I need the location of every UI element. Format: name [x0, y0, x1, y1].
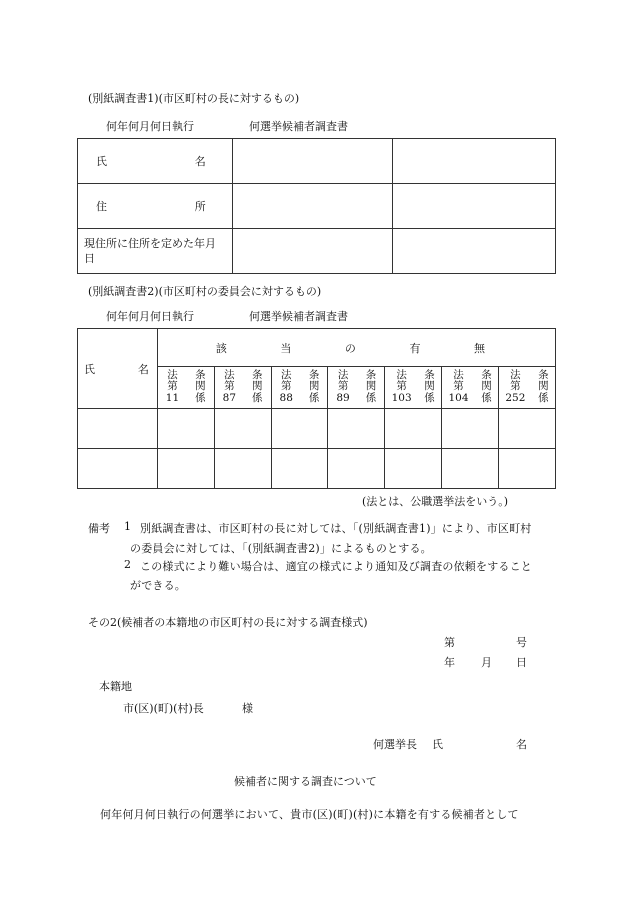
entry-cell[interactable] — [157, 449, 214, 489]
entry-cell[interactable] — [393, 184, 556, 229]
header-char: 無 — [474, 341, 485, 355]
entry-cell[interactable] — [214, 409, 271, 449]
law-header-char: 条 — [365, 368, 377, 381]
entry-cell[interactable] — [385, 449, 442, 489]
header-char: 有 — [409, 341, 421, 355]
remark2-line1: この様式により難い場合は、適宜の様式により通知及び調査の依頼をすること — [140, 560, 532, 573]
date-day: 日 — [516, 656, 527, 669]
form1-table — [77, 138, 556, 274]
law-header-column — [538, 370, 549, 405]
law-header-char: 係 — [538, 391, 549, 404]
addressee-place: 本籍地 — [99, 680, 132, 693]
law-header-char: 法 — [510, 368, 521, 381]
sender-name-left: 氏 — [432, 738, 443, 751]
law-header-char: 104 — [448, 391, 469, 404]
law-column-header — [499, 367, 556, 409]
law-header-char: 係 — [308, 391, 320, 404]
remarks-label: 備考 — [88, 522, 110, 535]
law-header-char: 条 — [252, 368, 263, 381]
law-column-header — [442, 367, 499, 409]
header-char: 該 — [215, 341, 227, 355]
law-header-char: 条 — [424, 368, 435, 381]
entry-cell[interactable] — [157, 409, 214, 449]
law-header-column — [366, 370, 377, 405]
entry-cell[interactable] — [442, 409, 499, 449]
name-label-right: 名 — [137, 362, 149, 376]
form1-form-title: 何選挙候補者調査書 — [249, 120, 348, 133]
law-header-column — [424, 370, 435, 405]
form1-election-date: 何年何月何日執行 — [106, 120, 194, 133]
table-row — [78, 449, 556, 489]
law-header-char: 87 — [222, 391, 237, 404]
law-column-header — [214, 367, 271, 409]
remark2-line2: ができる。 — [130, 579, 186, 592]
law-header-char: 法 — [167, 368, 178, 381]
law-header-column — [392, 370, 412, 405]
law-header-column — [223, 370, 236, 405]
law-header-char: 89 — [336, 391, 350, 404]
sender-name-right: 名 — [516, 738, 527, 751]
residence-date-label: 現住所に住所を定めた年月日 — [84, 237, 216, 265]
law-header-char: 関 — [195, 380, 206, 392]
law-header-char: 法 — [280, 368, 292, 381]
residence-date-label-cell — [78, 229, 233, 274]
entry-cell[interactable] — [393, 139, 556, 184]
law-header-column — [505, 370, 525, 405]
sender-title: 何選挙長 — [373, 738, 417, 751]
address-label-right: 所 — [194, 200, 206, 213]
table-row — [78, 139, 556, 184]
entry-cell[interactable] — [232, 229, 393, 274]
entry-cell[interactable] — [442, 449, 499, 489]
entry-cell[interactable] — [271, 449, 328, 489]
form2-heading: (別紙調査書2)(市区町村の委員会に対するもの) — [88, 285, 322, 298]
header-char: 当 — [280, 341, 292, 355]
entry-cell[interactable] — [499, 409, 556, 449]
law-column-header — [157, 367, 214, 409]
law-header-char: 88 — [279, 391, 293, 404]
entry-cell[interactable] — [499, 449, 556, 489]
date-month: 月 — [481, 656, 492, 669]
law-header-char: 第 — [167, 380, 178, 392]
entry-cell[interactable] — [78, 449, 158, 489]
form2-form-title: 何選挙候補者調査書 — [249, 310, 348, 323]
law-header-char: 第 — [453, 380, 464, 392]
entry-cell[interactable] — [232, 139, 393, 184]
law-header-column — [448, 370, 468, 405]
law-header-char: 11 — [165, 391, 180, 404]
name-label-left: 氏 — [96, 155, 107, 168]
name-label-cell — [78, 329, 158, 409]
entry-cell[interactable] — [232, 184, 393, 229]
law-header-char: 252 — [505, 391, 526, 404]
table-row — [78, 184, 556, 229]
entry-cell[interactable] — [328, 449, 385, 489]
remark1-number: 1 — [124, 520, 131, 533]
entry-cell[interactable] — [393, 229, 556, 274]
law-header-char: 係 — [195, 391, 206, 404]
law-header-char: 関 — [308, 380, 320, 392]
law-header-char: 法 — [337, 368, 349, 381]
law-column-header — [385, 367, 442, 409]
remark1-line1: 別紙調査書は、市区町村の長に対しては、「(別紙調査書1)」により、市区町村 — [140, 522, 532, 535]
law-header-char: 係 — [424, 391, 435, 404]
law-header-char: 条 — [481, 368, 492, 381]
form2-footnote: (法とは、公職選挙法をいう。) — [362, 495, 509, 508]
form1-heading: (別紙調査書1)(市区町村の長に対するもの) — [88, 92, 300, 105]
name-label-cell — [78, 139, 233, 184]
address-label-cell — [78, 184, 233, 229]
form2-election-date: 何年何月何日執行 — [106, 310, 194, 323]
letter-heading: その2(候補者の本籍地の市区町村の長に対する調査様式) — [88, 616, 368, 629]
form2-table — [77, 328, 556, 489]
law-header-char: 103 — [391, 391, 412, 404]
law-header-char: 関 — [424, 380, 435, 392]
table-row — [78, 229, 556, 274]
law-header-char: 関 — [365, 380, 377, 392]
law-header-char: 第 — [280, 380, 292, 392]
letter-body-line1: 何年何月何日執行の何選挙において、貴市(区)(町)(村)に本籍を有する候補者として — [100, 808, 519, 821]
law-header-char: 条 — [308, 368, 320, 381]
table-row — [78, 409, 556, 449]
law-header-char: 関 — [538, 380, 549, 392]
entry-cell[interactable] — [214, 449, 271, 489]
entry-cell[interactable] — [328, 409, 385, 449]
law-header-char: 法 — [224, 368, 235, 381]
name-label-right: 名 — [194, 155, 206, 168]
letter-subject: 候補者に関する調査について — [234, 775, 377, 788]
entry-cell[interactable] — [78, 409, 158, 449]
remark1-line2: の委員会に対しては、「(別紙調査書2)」によるものとする。 — [130, 542, 432, 555]
law-header-char: 第 — [224, 380, 235, 392]
header-char: の — [344, 341, 356, 355]
name-label-left: 氏 — [84, 362, 95, 376]
law-header-char: 法 — [396, 368, 407, 381]
law-header-char: 第 — [510, 380, 521, 392]
entry-cell[interactable] — [385, 409, 442, 449]
applicability-header — [157, 329, 555, 367]
law-column-header — [271, 367, 328, 409]
law-header-column — [309, 370, 320, 405]
law-header-char: 第 — [337, 380, 349, 392]
law-header-char: 係 — [481, 391, 492, 404]
remark2-number: 2 — [124, 558, 131, 571]
law-header-column — [252, 370, 263, 405]
law-column-header — [328, 367, 385, 409]
document-number-suffix: 号 — [516, 636, 527, 649]
law-header-column — [166, 370, 179, 405]
law-header-column — [280, 370, 293, 405]
date-year: 年 — [444, 656, 455, 669]
law-header-column — [195, 370, 206, 405]
law-header-column — [336, 370, 349, 405]
law-header-char: 条 — [538, 368, 549, 381]
law-header-char: 第 — [396, 380, 407, 392]
address-label-left: 住 — [96, 200, 107, 213]
addressee-title: 市(区)(町)(村)長 — [123, 702, 204, 715]
law-header-char: 係 — [365, 391, 377, 404]
law-header-char: 関 — [481, 380, 492, 392]
document-number-label: 第 — [444, 636, 455, 649]
table-row — [78, 329, 556, 367]
entry-cell[interactable] — [271, 409, 328, 449]
addressee-honorific: 様 — [242, 702, 253, 715]
law-header-char: 条 — [195, 368, 206, 381]
law-header-char: 法 — [453, 368, 464, 381]
law-header-column — [481, 370, 492, 405]
law-header-char: 関 — [252, 380, 263, 392]
law-header-char: 係 — [252, 391, 263, 404]
